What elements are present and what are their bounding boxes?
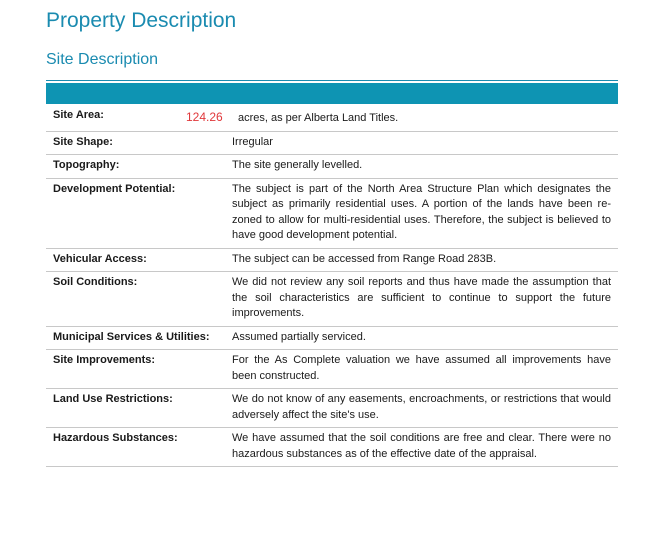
table-row (46, 428, 618, 467)
row-value (186, 104, 618, 131)
row-value: Assumed partially serviced. (225, 326, 618, 350)
row-label: Site Improvements: (46, 350, 225, 389)
table-row (46, 104, 618, 131)
table-row (46, 131, 618, 155)
table-row (46, 326, 618, 350)
row-label: Hazardous Substances: (46, 428, 225, 467)
header-rule (46, 80, 618, 81)
table-row (46, 350, 618, 389)
table-row (46, 178, 618, 248)
table-row (46, 272, 618, 327)
row-value: We do not know of any easements, encroachments, or restrictions that would adversely affect the site's use. (225, 389, 618, 428)
site-area-unit: acres, as per Alberta Land Titles. (238, 112, 399, 124)
row-label: Topography: (46, 155, 225, 179)
row-label: Development Potential: (46, 178, 225, 248)
page-title: Property Description (46, 9, 237, 32)
table-row (46, 248, 618, 272)
section-title: Site Description (46, 51, 159, 68)
table-row (46, 155, 618, 179)
site-area-value: 124.26 (186, 110, 223, 124)
table-row (46, 389, 618, 428)
row-label: Site Area: (46, 104, 225, 131)
row-label: Soil Conditions: (46, 272, 225, 327)
row-value: The site generally levelled. (225, 155, 618, 179)
row-label: Land Use Restrictions: (46, 389, 225, 428)
row-value: We did not review any soil reports and thus have made the assumption that the soil characteristics are sufficient to continue to support the future improvements. (225, 272, 618, 327)
site-description-table (46, 104, 618, 467)
table-header-band (46, 83, 618, 104)
row-label: Municipal Services & Utilities: (46, 326, 225, 350)
row-value: The subject can be accessed from Range Road 283B. (225, 248, 618, 272)
row-value: Irregular (225, 131, 618, 155)
row-value: For the As Complete valuation we have assumed all improvements have been constructed. (225, 350, 618, 389)
row-label: Vehicular Access: (46, 248, 225, 272)
row-value: The subject is part of the North Area Structure Plan which designates the subject as primarily residential uses. A portion of the lands have been re-zoned to allow for multi-residential uses. Therefore, the subject is believed to have good development potential. (225, 178, 618, 248)
row-value: We have assumed that the soil conditions are free and clear. There were no hazardous substances as of the effective date of the appraisal. (225, 428, 618, 467)
row-label: Site Shape: (46, 131, 225, 155)
